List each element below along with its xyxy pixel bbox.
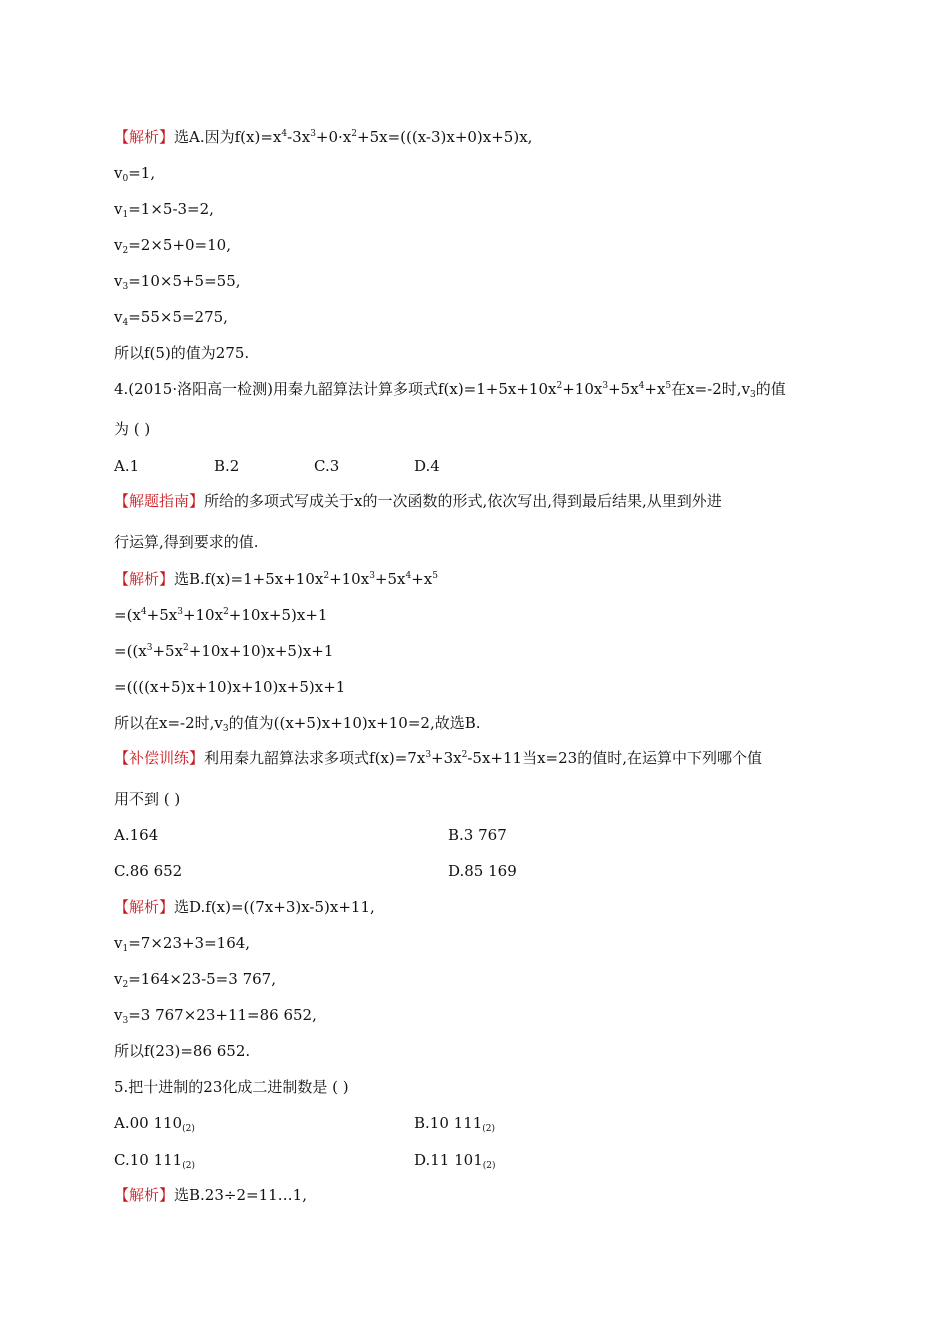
text: v	[114, 200, 123, 218]
text: A.00 110	[114, 1114, 183, 1132]
text: D.11 101	[414, 1151, 483, 1169]
text: +3x	[431, 749, 462, 767]
solution-b-line	[114, 569, 438, 589]
subscript: (2)	[482, 1161, 496, 1171]
superscript: 4	[405, 571, 412, 581]
superscript: 2	[461, 750, 468, 760]
v4-line	[114, 307, 228, 327]
text: 选B.f(x)=1+5x+10x	[174, 570, 324, 588]
text: 选B.23÷2=11…1,	[174, 1186, 307, 1204]
subscript: (2)	[182, 1124, 195, 1134]
option-b: B.3 767	[448, 826, 507, 844]
v3-line	[114, 271, 241, 291]
text: +5x	[146, 606, 178, 624]
text: -3x	[287, 128, 311, 146]
subscript: (2)	[482, 1124, 496, 1134]
superscript: 4	[281, 129, 288, 139]
superscript: 2	[223, 607, 229, 617]
option-b: B.2	[214, 457, 240, 475]
step-line	[114, 641, 333, 661]
option-c: C.86 652	[114, 862, 183, 880]
text: +0·x	[315, 128, 352, 146]
superscript: 2	[183, 643, 189, 653]
text: 所给的多项式写成关于x的一次函数的形式,依次写出,得到最后结果,从里到外进	[204, 492, 722, 510]
text: =2×5+0=10,	[128, 236, 231, 254]
analysis-tag: 【解析】	[114, 570, 175, 588]
text: +x	[644, 380, 666, 398]
text: +10x	[329, 570, 370, 588]
v2-line	[114, 235, 231, 255]
superscript: 3	[602, 381, 609, 391]
superscript: 3	[177, 607, 183, 617]
superscript: 5	[432, 571, 438, 581]
text: -5x+11当x=23的值时,在运算中下列哪个值	[467, 749, 762, 767]
option-c	[114, 1150, 195, 1170]
text: C.10 111	[114, 1151, 183, 1169]
text: 的值为((x+5)x+10)x+10=2,故选B.	[228, 714, 481, 732]
subscript: (2)	[182, 1161, 195, 1171]
v1-line	[114, 933, 250, 953]
text: +5x	[152, 642, 184, 660]
subscript: 2	[122, 980, 129, 990]
text: v	[114, 272, 123, 290]
option-b	[414, 1113, 495, 1133]
text: +5x	[374, 570, 406, 588]
text: +x	[411, 570, 433, 588]
v3-line	[114, 1005, 317, 1025]
text: +10x	[182, 606, 224, 624]
text: v	[114, 164, 123, 182]
option-a: A.164	[114, 826, 159, 844]
superscript: 3	[369, 571, 375, 581]
text: =1×5-3=2,	[128, 200, 214, 218]
text: +5x	[608, 380, 639, 398]
text: B.10 111	[414, 1114, 483, 1132]
text: v	[114, 934, 123, 952]
compensation-line-2: 用不到 ( )	[114, 790, 181, 808]
text: 所以在x=-2时,v	[114, 714, 223, 732]
subscript: 1	[122, 210, 129, 220]
text: v	[114, 236, 123, 254]
compensation-tag: 【补偿训练】	[114, 749, 205, 767]
superscript: 4	[140, 607, 147, 617]
question-4-line-2: 为 ( )	[114, 420, 151, 438]
subscript: 3	[222, 724, 229, 734]
option-a: A.1	[114, 457, 140, 475]
analysis-tag: 【解析】	[114, 128, 175, 146]
text: 在x=-2时,v	[671, 380, 751, 398]
v1-line	[114, 199, 214, 219]
text: =((x	[114, 642, 147, 660]
analysis-tag: 【解析】	[114, 1186, 175, 1204]
superscript: 3	[310, 129, 316, 139]
text: v	[114, 1006, 123, 1024]
text: 的值	[755, 380, 786, 398]
text: +10x+10)x+5)x+1	[188, 642, 334, 660]
text: =3 767×23+11=86 652,	[128, 1006, 317, 1024]
option-d	[414, 1150, 496, 1170]
conclusion-line	[114, 713, 481, 733]
compensation-line	[114, 748, 762, 768]
subscript: 3	[122, 1016, 129, 1026]
text: 选D.f(x)=((7x+3)x-5)x+11,	[174, 898, 375, 916]
step-line: =((((x+5)x+10)x+10)x+5)x+1	[114, 678, 346, 696]
guide-line-2: 行运算,得到要求的值.	[114, 533, 259, 551]
text: =164×23-5=3 767,	[128, 970, 276, 988]
text: =55×5=275,	[128, 308, 228, 326]
question-4-line	[114, 379, 786, 399]
superscript: 3	[146, 643, 153, 653]
option-c: C.3	[314, 457, 340, 475]
text: 利用秦九韶算法求多项式f(x)=7x	[204, 749, 426, 767]
subscript: 2	[122, 246, 129, 256]
text: +10x+5)x+1	[228, 606, 328, 624]
superscript: 4	[638, 381, 645, 391]
text: v	[114, 308, 123, 326]
subscript: 3	[122, 282, 129, 292]
option-d: D.85 169	[448, 862, 517, 880]
superscript: 2	[323, 571, 330, 581]
solution-b2-line	[114, 1185, 307, 1205]
text: 4.(2015·洛阳高一检测)用秦九韶算法计算多项式f(x)=1+5x+10x	[114, 380, 557, 398]
solution-d-line	[114, 897, 375, 917]
text: v	[114, 970, 123, 988]
text: +5x=(((x-3)x+0)x+5)x,	[357, 128, 533, 146]
conclusion-line: 所以f(23)=86 652.	[114, 1042, 251, 1060]
option-d: D.4	[414, 457, 440, 475]
analysis-tag: 【解析】	[114, 898, 175, 916]
text: =10×5+5=55,	[128, 272, 241, 290]
text: =(x	[114, 606, 141, 624]
conclusion-line: 所以f(5)的值为275.	[114, 344, 250, 362]
solution-a-line	[114, 127, 532, 147]
text: +10x	[562, 380, 603, 398]
option-a	[114, 1113, 195, 1133]
subscript: 1	[122, 944, 129, 954]
v0-line	[114, 163, 155, 183]
superscript: 2	[351, 129, 357, 139]
question-5-line: 5.把十进制的23化成二进制数是 ( )	[114, 1078, 349, 1096]
subscript: 4	[122, 318, 129, 328]
superscript: 5	[665, 381, 672, 391]
guide-line	[114, 491, 722, 511]
text: =1,	[128, 164, 156, 182]
subscript: 3	[750, 390, 756, 400]
superscript: 3	[425, 750, 432, 760]
subscript: 0	[122, 174, 129, 184]
step-line	[114, 605, 327, 625]
superscript: 2	[556, 381, 563, 391]
guide-tag: 【解题指南】	[114, 492, 205, 510]
text: =7×23+3=164,	[128, 934, 251, 952]
v2-line	[114, 969, 276, 989]
text: 选A.因为f(x)=x	[174, 128, 282, 146]
